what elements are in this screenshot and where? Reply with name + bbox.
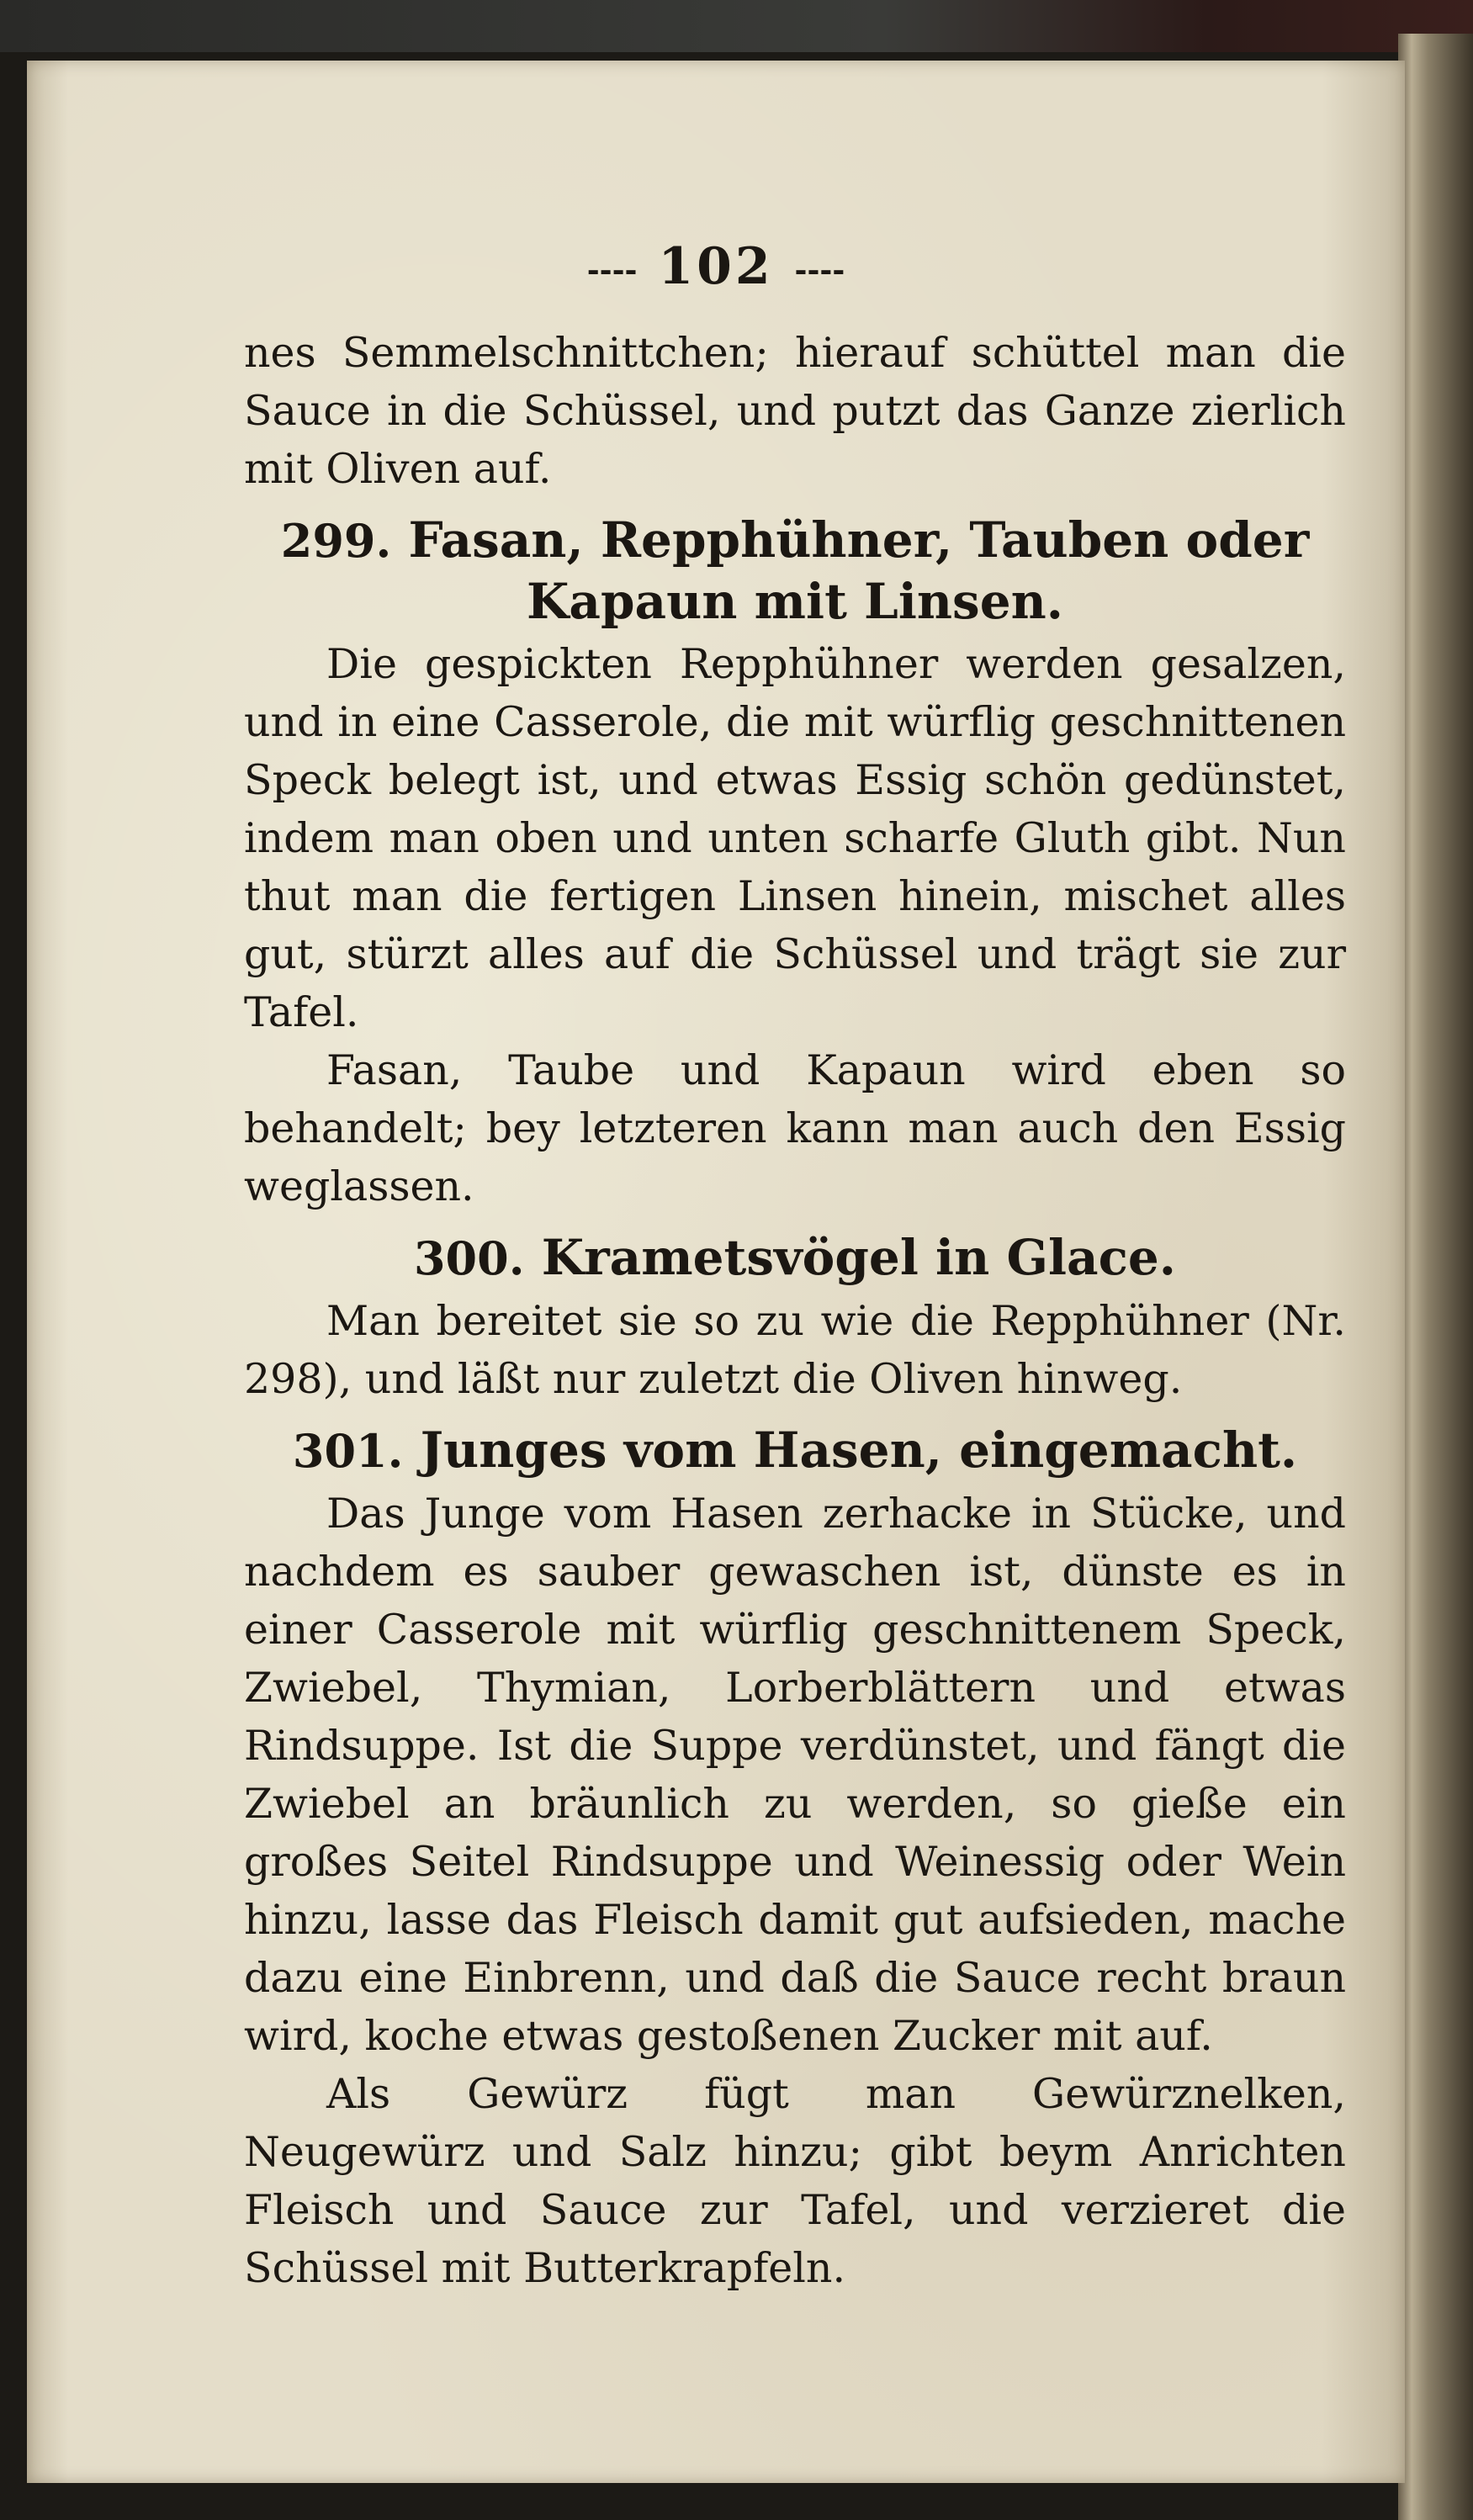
- page-text: [244, 324, 1346, 2297]
- recipe-title: Krametsvögel in Glace.: [541, 1229, 1177, 1286]
- page-number: 102: [658, 237, 774, 296]
- paragraph: Fasan, Taube und Kapaun wird eben so behandelt; bey letzteren kann man auch den Essig weglassen.: [244, 1046, 1346, 1210]
- page-number-header: [27, 237, 1405, 296]
- recipe-heading-299: [244, 510, 1346, 632]
- recipe-title: Junges vom Hasen, eingemacht.: [420, 1421, 1298, 1479]
- recipe-number: 301.: [292, 1424, 404, 1478]
- book-cover-edge: [0, 0, 1473, 52]
- header-dash-right: ----: [794, 252, 845, 289]
- paragraph: Das Junge vom Hasen zerhacke in Stücke, und nachdem es sauber gewaschen ist, dünste es in einer Casserole mit würflig geschnittenem Speck, Zwiebel, Thymian, Lorberblättern und etwas Rindsuppe. Ist die Suppe verdünstet, und fängt die Zwiebel an bräunlich zu werden, so gieße ein großes Seitel Rindsuppe und Weinessig oder Wein hinzu, lasse das Fleisch damit gut aufsieden, mache dazu eine Einbrenn, und daß die Sauce recht braun wird, koche etwas gestoßenen Zucker mit auf.: [244, 1490, 1346, 2060]
- recipe-title: Fasan, Repphühner, Tauben oder Kapaun mit Linsen.: [408, 511, 1310, 630]
- paragraph: Die gespickten Repphühner werden gesalzen, und in eine Casserole, die mit würflig geschnittenen Speck belegt ist, und etwas Essig schön gedünstet, indem man oben und unten scharfe Gluth gibt. Nun thut man die fertigen Linsen hinein, mischet alles gut, stürzt alles auf die Schüssel und trägt sie zur Tafel.: [244, 640, 1346, 1036]
- recipe-number: 300.: [413, 1231, 525, 1285]
- paragraph: Man bereitet sie so zu wie die Repphühner (Nr. 298), und läßt nur zuletzt die Oliven hinweg.: [244, 1297, 1346, 1403]
- paragraph-continuation: nes Semmelschnittchen; hierauf schüttel man die Sauce in die Schüssel, und putzt das Ganze zierlich mit Oliven auf.: [244, 329, 1346, 493]
- paragraph: Als Gewürz fügt man Gewürznelken, Neugewürz und Salz hinzu; gibt beym Anrichten Fleisch und Sauce zur Tafel, und verzieret die Schüssel mit Butterkrapfeln.: [244, 2070, 1346, 2292]
- recipe-heading-300: [244, 1227, 1346, 1289]
- page-edge-stack: [1398, 34, 1473, 2520]
- recipe-number: 299.: [280, 514, 392, 568]
- recipe-heading-301: [244, 1420, 1346, 1481]
- header-dash-left: ----: [586, 252, 638, 289]
